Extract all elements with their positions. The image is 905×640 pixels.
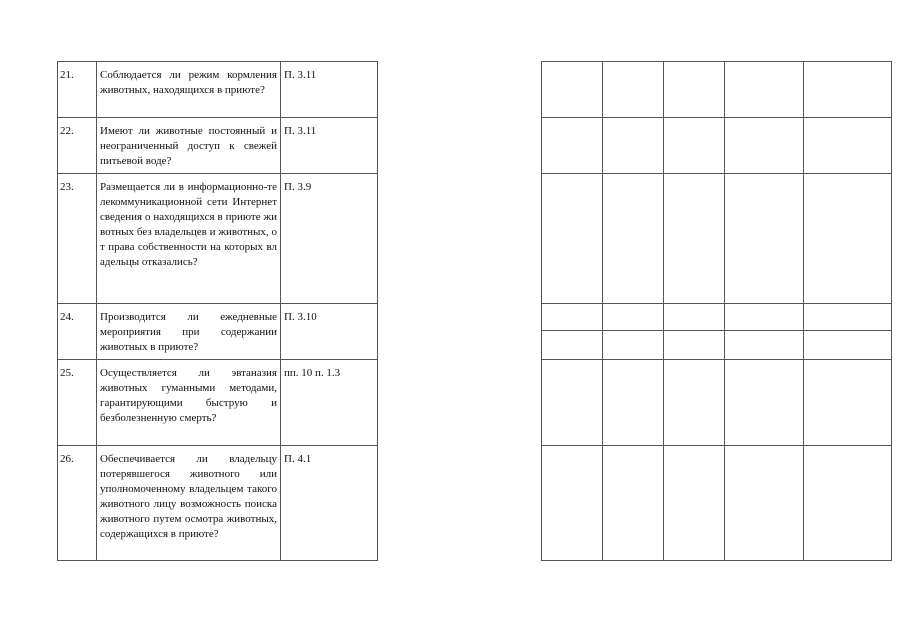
left-table-bottom-border	[57, 560, 378, 561]
row-number: 23.	[60, 181, 74, 193]
left-row-divider	[57, 445, 378, 446]
row-reference: пп. 10 п. 1.3	[284, 367, 341, 379]
row-question: Производится ли ежедневные мероприятия при содержании животных в приюте?	[100, 311, 277, 353]
right-row-divider	[541, 303, 892, 304]
left-table-top-border	[57, 61, 378, 62]
row-reference: П. 3.11	[284, 125, 317, 137]
row-question: Имеют ли животные постоянный и неограниченный доступ к свежей питьевой воде?	[100, 125, 277, 167]
right-table-top-border	[541, 61, 892, 62]
right-row-divider	[541, 359, 892, 360]
row-number: 21.	[60, 69, 74, 81]
right-row-divider	[541, 117, 892, 118]
row-reference: П. 3.10	[284, 311, 317, 323]
left-row-divider	[57, 359, 378, 360]
right-row-divider	[541, 330, 892, 331]
row-question: Обеспечивается ли владельцу потерявшегося животного или уполномоченному владельцем такого животного лицу возможность поиска животного путем осмотра животных, содержащихся в приюте?	[100, 453, 277, 540]
row-question: Размещается ли в информационно-телекоммуникационной сети Интернет сведения о находящихся в приюте животных без владельцев и животных, от права собственности на которых владельцы отказались?	[100, 181, 277, 268]
left-row-divider	[57, 173, 378, 174]
left-col-border	[377, 61, 378, 561]
right-col-border	[803, 61, 804, 561]
left-row-divider	[57, 303, 378, 304]
right-col-border	[724, 61, 725, 561]
right-col-border	[891, 61, 892, 561]
right-col-border	[663, 61, 664, 561]
row-reference: П. 4.1	[284, 453, 312, 465]
left-col-border	[57, 61, 58, 561]
row-number: 24.	[60, 311, 74, 323]
right-col-border	[602, 61, 603, 561]
row-question: Соблюдается ли режим кормления животных, находящихся в приюте?	[100, 69, 277, 96]
row-number: 25.	[60, 367, 74, 379]
right-table-bottom-border	[541, 560, 892, 561]
row-number: 22.	[60, 125, 74, 137]
right-row-divider	[541, 173, 892, 174]
left-col-border	[96, 61, 97, 561]
left-row-divider	[57, 117, 378, 118]
row-reference: П. 3.11	[284, 69, 317, 81]
left-col-border	[280, 61, 281, 561]
row-number: 26.	[60, 453, 74, 465]
right-row-divider	[541, 445, 892, 446]
row-question: Осуществляется ли эвтаназия животных гуманными методами, гарантирующими быструю и безболезненную смерть?	[100, 367, 277, 424]
row-reference: П. 3.9	[284, 181, 312, 193]
right-col-border	[541, 61, 542, 561]
